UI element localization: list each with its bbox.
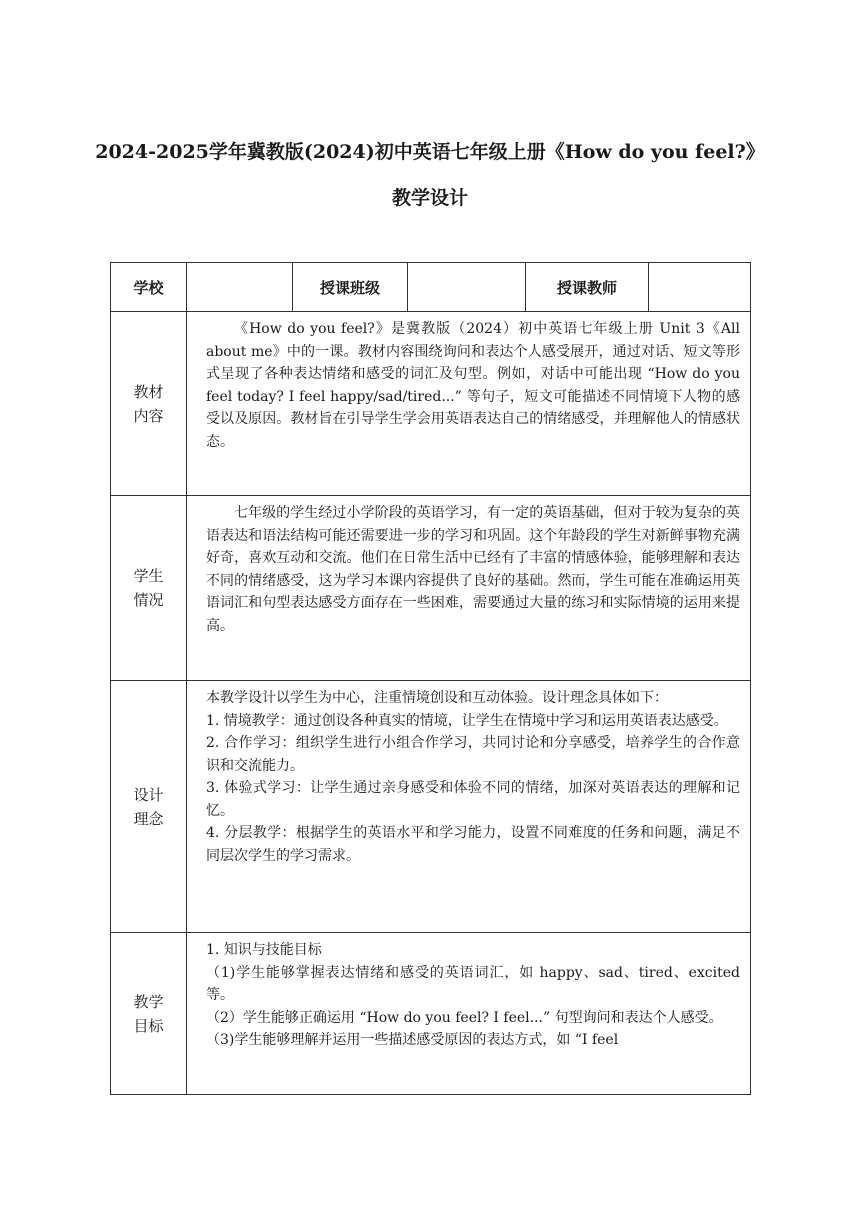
concept-text-cell: [187, 681, 751, 933]
students-text: 七年级的学生经过小学阶段的英语学习，有一定的英语基础，但对于较为复杂的英语表达和语法结构可能还需要进一步的学习和巩固。这个年龄段的学生对新鲜事物充满好奇，喜欢互动和交流。他们在日常生活中已经有了丰富的情感体验，能够理解和表达不同的情绪感受，这为学习本课内容提供了良好的基础。然而，学生可能在准确运用英语词汇和句型表达感受方面存在一些困难，需要通过大量的练习和实际情境的运用来提高。: [206, 505, 740, 634]
content-row: [111, 312, 751, 496]
class-label: 授课班级: [293, 263, 408, 312]
goal-item: （3)学生能够理解并运用一些描述感受原因的表达方式，如 “I feel: [206, 1032, 619, 1048]
concept-row: [111, 681, 751, 933]
document-title: 2024-2025学年冀教版(2024)初中英语七年级上册《How do you feel?》: [95, 141, 765, 163]
school-label: 学校: [111, 263, 187, 312]
concept-item: 2. 合作学习：组织学生进行小组合作学习，共同讨论和分享感受，培养学生的合作意识和交流能力。: [206, 735, 740, 774]
teacher-value-cell: [649, 263, 751, 312]
header-row: [111, 263, 751, 312]
goal-item: 1. 知识与技能目标: [206, 942, 322, 958]
content-text-cell: [187, 312, 751, 496]
students-text-cell: [187, 496, 751, 681]
content-label: 教材 内容: [111, 312, 187, 496]
school-value-cell: [187, 263, 293, 312]
goals-text-cell: [187, 933, 751, 1095]
concept-label: 设计 理念: [111, 681, 187, 933]
goals-label: 教学 目标: [111, 933, 187, 1095]
concept-item: 4. 分层教学：根据学生的英语水平和学习能力，设置不同难度的任务和问题，满足不同层次学生的学习需求。: [206, 825, 740, 864]
concept-item: 3. 体验式学习：让学生通过亲身感受和体验不同的情绪，加深对英语表达的理解和记忆。: [206, 780, 740, 819]
students-label: 学生 情况: [111, 496, 187, 681]
lesson-plan-table: [110, 262, 751, 1095]
goals-row: [111, 933, 751, 1095]
content-text: 《How do you feel?》是冀教版（2024）初中英语七年级上册 Unit 3《All about me》中的一课。教材内容围绕询问和表达个人感受展开，通过对话、短文等形式呈现了各种表达情绪和感受的词汇及句型。例如，对话中可能出现 “How do you feel today? I feel happy/sad/tired...” 等句子，短文可能描述不同情境下人物的感受以及原因。教材旨在引导学生学会用英语表达自己的情绪感受，并理解他人的情感状态。: [206, 321, 740, 450]
concept-intro: 本教学设计以学生为中心，注重情境创设和互动体验。设计理念具体如下：: [206, 690, 668, 706]
concept-item: 1. 情境教学：通过创设各种真实的情境，让学生在情境中学习和运用英语表达感受。: [206, 712, 728, 729]
goal-item: （1)学生能够掌握表达情绪和感受的英语词汇，如 happy、sad、tired、excited 等。: [206, 964, 740, 1003]
document-subtitle: 教学设计: [391, 187, 468, 209]
goal-item: （2）学生能够正确运用 “How do you feel? I feel...” 句型询问和表达个人感受。: [206, 1009, 723, 1026]
class-value-cell: [408, 263, 526, 312]
teacher-label: 授课教师: [526, 263, 649, 312]
students-row: [111, 496, 751, 681]
